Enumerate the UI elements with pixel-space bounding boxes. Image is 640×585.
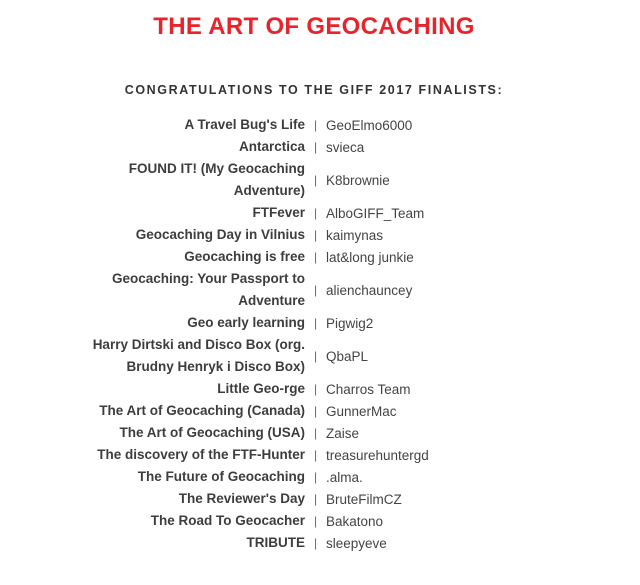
separator: | <box>313 250 318 264</box>
film-title-line: Geocaching: Your Passport to <box>111 271 305 286</box>
separator: | <box>313 382 318 396</box>
film-title <box>0 202 305 224</box>
film-title <box>0 510 305 532</box>
separator: | <box>313 140 318 154</box>
filmmaker-name: sleepyeve <box>326 535 387 551</box>
separator: | <box>313 426 318 440</box>
separator: | <box>313 448 318 462</box>
film-title-line: The Reviewer's Day <box>178 491 305 506</box>
film-title <box>0 400 305 422</box>
separator: | <box>313 206 318 220</box>
film-title <box>0 312 305 334</box>
filmmaker-name: K8brownie <box>326 172 390 188</box>
film-title <box>0 466 305 488</box>
finalist-row <box>0 510 640 532</box>
finalist-row <box>0 466 640 488</box>
film-title-line: FTFever <box>252 205 305 220</box>
finalist-row <box>0 334 640 378</box>
finalist-row <box>0 400 640 422</box>
finalist-row <box>0 246 640 268</box>
filmmaker-name: BruteFilmCZ <box>326 491 402 507</box>
film-title <box>0 334 305 378</box>
film-title-line: TRIBUTE <box>246 535 305 550</box>
filmmaker-name: GeoElmo6000 <box>326 117 413 133</box>
film-title <box>0 114 305 136</box>
film-title-line: Geocaching Day in Vilnius <box>135 227 305 242</box>
film-title-line: Harry Dirtski and Disco Box (org. <box>92 337 305 352</box>
film-title <box>0 246 305 268</box>
filmmaker-name: lat&long junkie <box>326 249 414 265</box>
filmmaker-name: Zaise <box>326 425 360 441</box>
page-title: THE ART OF GEOCACHING <box>153 13 475 40</box>
finalist-row <box>0 444 640 466</box>
filmmaker-name: alienchauncey <box>326 282 413 298</box>
finalist-row <box>0 312 640 334</box>
film-title-line: Geocaching is free <box>184 249 305 264</box>
film-title <box>0 136 305 158</box>
finalist-row <box>0 268 640 312</box>
finalist-row <box>0 488 640 510</box>
filmmaker-name: Pigwig2 <box>326 315 374 331</box>
finalist-row <box>0 158 640 202</box>
film-title-line: Adventure) <box>233 183 305 198</box>
filmmaker-name: kaimynas <box>326 227 384 243</box>
filmmaker-name: Charros Team <box>326 381 411 397</box>
finalist-row <box>0 422 640 444</box>
filmmaker-name: QbaPL <box>326 348 369 364</box>
film-title-line: The Road To Geocacher <box>150 513 305 528</box>
separator: | <box>313 404 318 418</box>
separator: | <box>313 283 318 297</box>
film-title-line: FOUND IT! (My Geocaching <box>128 161 305 176</box>
film-title <box>0 268 305 312</box>
film-title-line: The discovery of the FTF-Hunter <box>97 447 305 462</box>
separator: | <box>313 228 318 242</box>
film-title-line: The Art of Geocaching (Canada) <box>99 403 305 418</box>
film-title <box>0 158 305 202</box>
filmmaker-name: GunnerMac <box>326 403 397 419</box>
separator: | <box>313 514 318 528</box>
filmmaker-name: .alma. <box>326 469 363 485</box>
film-title-line: Antarctica <box>238 139 305 154</box>
finalists-heading: CONGRATULATIONS TO THE GIFF 2017 FINALISTS: <box>124 83 504 97</box>
finalist-row <box>0 114 640 136</box>
film-title-line: Brudny Henryk i Disco Box) <box>126 359 305 374</box>
separator: | <box>313 173 318 187</box>
finalist-row <box>0 532 640 554</box>
film-title-line: Adventure <box>238 293 305 308</box>
film-title <box>0 488 305 510</box>
film-title-line: A Travel Bug's Life <box>184 117 305 132</box>
film-title-line: Little Geo-rge <box>217 381 305 396</box>
film-title-line: The Art of Geocaching (USA) <box>119 425 305 440</box>
finalist-row <box>0 224 640 246</box>
film-title <box>0 532 305 554</box>
film-title-line: Geo early learning <box>187 315 305 330</box>
filmmaker-name: treasurehuntergd <box>326 447 429 463</box>
filmmaker-name: Bakatono <box>326 513 384 529</box>
separator: | <box>313 492 318 506</box>
finalists-list <box>0 114 640 554</box>
separator: | <box>313 470 318 484</box>
film-title-line: The Future of Geocaching <box>137 469 305 484</box>
separator: | <box>313 316 318 330</box>
filmmaker-name: svieca <box>326 139 365 155</box>
film-title <box>0 444 305 466</box>
film-title <box>0 378 305 400</box>
finalist-row <box>0 378 640 400</box>
filmmaker-name: AlboGIFF_Team <box>326 205 425 221</box>
separator: | <box>313 349 318 363</box>
film-title <box>0 224 305 246</box>
finalist-row <box>0 202 640 224</box>
separator: | <box>313 536 318 550</box>
separator: | <box>313 118 318 132</box>
finalist-row <box>0 136 640 158</box>
film-title <box>0 422 305 444</box>
